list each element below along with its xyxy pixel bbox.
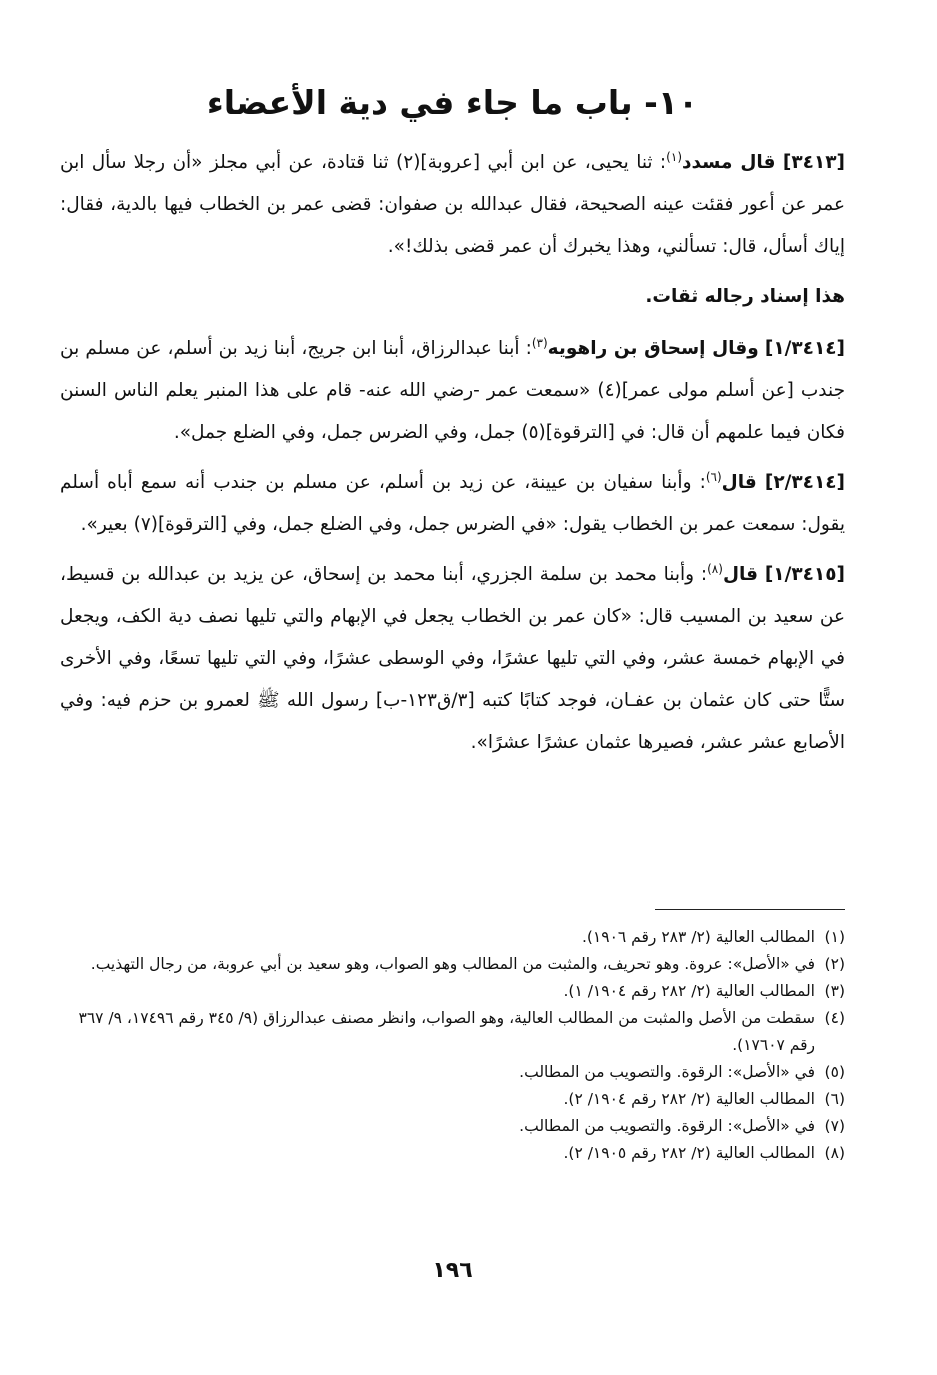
- hadith-text: : ثنا يحيى، عن ابن أبي [عروبة](٢) ثنا قتادة، عن أبي مجلز «أن رجلا سأل ابن عمر عن أعور فقئت عينه الصحيحة، فقال عبدالله بن صفوان: قضى عمر بن الخطاب فيها بالدية، فقال: إياك أسأل، قال: تسألني، وهذا يخبرك أن عمر قضى بذلك!».: [60, 152, 845, 257]
- footnote-text: في «الأصل»: عروة. وهو تحريف، والمثبت من المطالب وهو الصواب، وهو سعيد بن أبي عروبة، من رجال التهذيب.: [90, 955, 815, 973]
- hadith-number: [٢/٣٤١٤]: [764, 472, 845, 493]
- footnote-marker: (٨): [707, 561, 723, 576]
- hadith-paragraph: [60, 328, 845, 454]
- footnote-number: (٥): [824, 1063, 845, 1081]
- hadith-paragraph: [60, 462, 845, 546]
- narrator-lead: قال مسدد: [682, 152, 776, 173]
- book-page: [60, 0, 845, 1375]
- footnote-item: [60, 951, 845, 978]
- footnote-divider: [655, 909, 845, 910]
- hadith-text: : وأبنا سفيان بن عيينة، عن زيد بن أسلم، عن مسلم بن جندب أنه سمع أباه أسلم يقول: سمعت عمر بن الخطاب يقول: «في الضرس جمل، وفي الضلع جمل، وفي [الترقوة](٧) بعير».: [60, 472, 845, 535]
- footnote-item: [60, 1113, 845, 1140]
- footnote-item: [60, 1005, 845, 1059]
- footnote-text: سقطت من الأصل والمثبت من المطالب العالية، وهو الصواب، وانظر مصنف عبدالرزاق (٩/ ٣٤٥ رقم ١٧٤٩٦، ٩/ ٣٦٧ رقم ١٧٦٠٧).: [78, 1009, 815, 1054]
- footnote-marker: (١): [666, 149, 682, 164]
- footnote-number: (٦): [824, 1090, 845, 1108]
- footnote-text: المطالب العالية (٢/ ٢٨٢ رقم ١٩٠٤/ ١).: [563, 982, 815, 1000]
- chapter-title: ١٠- باب ما جاء في دية الأعضاء: [206, 83, 699, 122]
- footnote-number: (١): [824, 928, 845, 946]
- hadith-text: : وأبنا محمد بن سلمة الجزري، أبنا محمد بن إسحاق، عن يزيد بن عبدالله بن قسيط، عن سعيد بن المسيب قال: «كان عمر بن الخطاب يجعل في الإبهام والتي تليها نصف دية الكف، ويجعل في الإبهام خمسة عشر، وفي التي تليها عشرًا، وفي الوسطى عشرًا، وفي التي تليها تسعًا، وفي الأخرى ستًّا حتى كان عثمان بن عفـان، فوجد كتابًا كتبه [٣/ق١٢٣-ب] رسول الله ﷺ لعمرو بن حزم فيه: وفي الأصابع عشر عشر، فصيرها عثمان عشرًا عشرًا».: [60, 564, 845, 753]
- hadith-number: [١/٣٤١٤]: [764, 338, 845, 359]
- isnad-note: هذا إسناد رجاله ثقات.: [645, 286, 845, 307]
- footnote-item: [60, 1086, 845, 1113]
- footnote-text: المطالب العالية (٢/ ٢٨٣ رقم ١٩٠٦).: [581, 928, 815, 946]
- footnote-number: (٨): [824, 1144, 845, 1162]
- main-text: [60, 142, 845, 772]
- footnote-text: المطالب العالية (٢/ ٢٨٢ رقم ١٩٠٤/ ٢).: [563, 1090, 815, 1108]
- hadith-number: [٣٤١٣]: [782, 152, 845, 173]
- hadith-text: : أبنا عبدالرزاق، أبنا ابن جريج، أبنا زيد بن أسلم، عن مسلم بن جندب [عن أسلم مولى عمر](٤) «سمعت عمر -رضي الله عنه- قام على هذا المنبر يعلم الناس السنن فكان فيما علمهم أن قال: في [الترقوة](٥) جمل، وفي الضرس جمل، وفي الضلع جمل».: [60, 338, 846, 443]
- footnote-number: (٣): [824, 982, 845, 1000]
- footnote-number: (٤): [824, 1009, 845, 1027]
- footnote-item: [60, 1140, 845, 1167]
- footnote-text: في «الأصل»: الرقوة. والتصويب من المطالب.: [519, 1063, 815, 1081]
- footnote-item: [60, 978, 845, 1005]
- narrator-lead: قال: [722, 564, 759, 585]
- footnote-item: [60, 924, 845, 951]
- footnote-number: (٧): [824, 1117, 845, 1135]
- footnote-text: المطالب العالية (٢/ ٢٨٢ رقم ١٩٠٥/ ٢).: [563, 1144, 815, 1162]
- hadith-paragraph: [60, 554, 845, 764]
- footnote-marker: (٦): [705, 469, 722, 484]
- footnote-number: (٢): [824, 955, 845, 973]
- footnote-item: [60, 1059, 845, 1086]
- narrator-lead: وقال إسحاق بن راهويه: [547, 338, 759, 359]
- footnote-marker: (٣): [531, 335, 548, 350]
- hadith-paragraph: [60, 142, 845, 268]
- hadith-number: [١/٣٤١٥]: [764, 564, 845, 585]
- page-number: ١٩٦: [432, 1258, 473, 1283]
- footnote-text: في «الأصل»: الرقوة. والتصويب من المطالب.: [519, 1117, 815, 1135]
- narrator-lead: قال: [721, 472, 757, 493]
- footnotes: [60, 924, 845, 1167]
